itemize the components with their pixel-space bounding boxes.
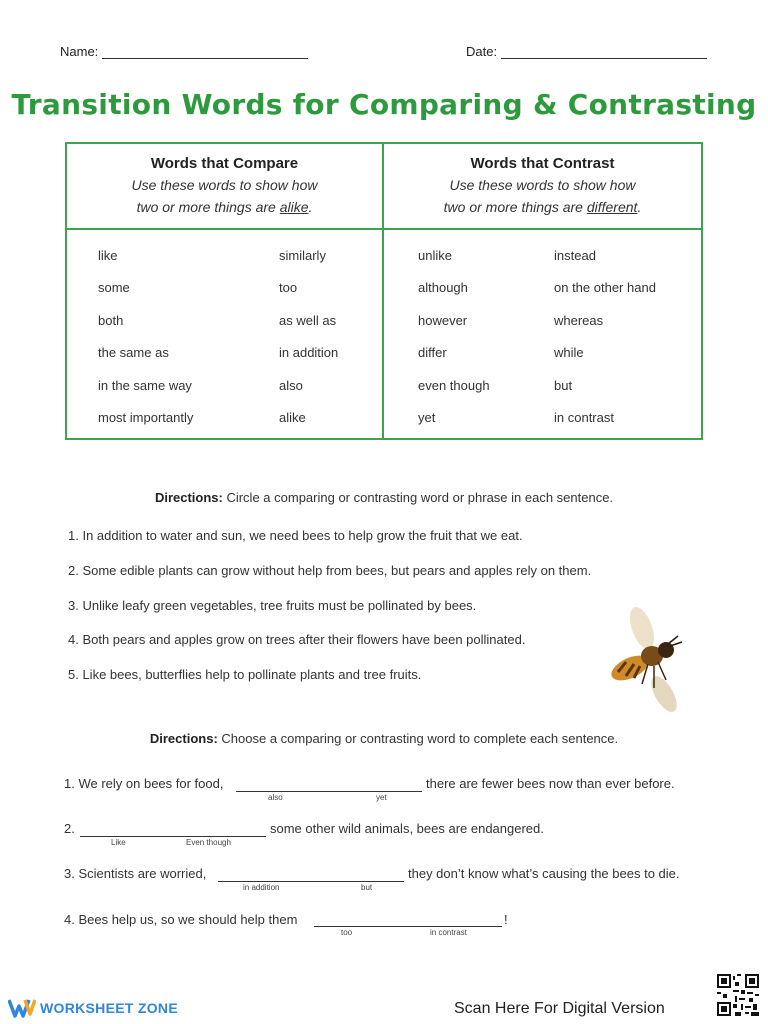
directions-choose: [0, 731, 768, 746]
compare-words: [67, 230, 382, 440]
directions-circle: [0, 490, 768, 505]
directions-text: Circle a comparing or contrasting word or phrase in each sentence.: [222, 490, 614, 505]
option-word[interactable]: yet: [376, 793, 387, 802]
compare-word: both: [98, 313, 124, 328]
compare-word: also: [279, 378, 303, 393]
contrast-word: on the other hand: [554, 280, 656, 295]
fill-item-2-prefix: 2.: [64, 821, 75, 836]
directions-label: Directions:: [154, 490, 223, 505]
date-line[interactable]: [501, 45, 707, 59]
fill-item-1-prefix: 1. We rely on bees for food,: [64, 776, 224, 791]
bee-image: [602, 606, 688, 716]
contrast-sub2-pre: two or more things are: [443, 199, 587, 215]
fill-item-3-suffix: they don’t know what’s causing the bees to die.: [408, 866, 680, 881]
scan-text: Scan Here For Digital Version: [454, 1000, 665, 1017]
header-fields: [60, 44, 710, 64]
compare-sub1: Use these words to show how: [131, 177, 318, 193]
option-word[interactable]: also: [268, 793, 283, 802]
option-word[interactable]: in addition: [243, 883, 280, 892]
word-table: [65, 142, 703, 440]
compare-word: some: [98, 280, 130, 295]
compare-key-word: alike: [279, 199, 309, 215]
option-word[interactable]: Like: [111, 838, 126, 847]
compare-word: the same as: [98, 345, 169, 360]
fill-item-2-suffix: some other wild animals, bees are endangered.: [270, 821, 544, 836]
compare-header: [67, 144, 382, 230]
option-word[interactable]: Even though: [186, 838, 231, 847]
contrast-word: in contrast: [554, 410, 614, 425]
contrast-key-word: different: [586, 199, 638, 215]
name-label: Name:: [60, 44, 99, 59]
contrast-word: unlike: [418, 248, 452, 263]
fill-blank-4[interactable]: [314, 926, 502, 927]
contrast-word: although: [418, 280, 468, 295]
contrast-word: whereas: [554, 313, 604, 328]
fill-blank-1[interactable]: [236, 791, 422, 792]
fill-blank-2[interactable]: [80, 836, 266, 837]
compare-sub2-pre: two or more things are: [136, 199, 280, 215]
page-title: Transition Words for Comparing & Contrasting: [11, 88, 757, 121]
compare-word: in the same way: [98, 378, 192, 393]
contrast-word: differ: [418, 345, 447, 360]
contrast-header: [384, 144, 701, 230]
contrast-column: [384, 144, 701, 438]
name-line[interactable]: [102, 45, 308, 59]
fill-item-4-prefix: 4. Bees help us, so we should help them: [64, 912, 298, 927]
compare-word: like: [98, 248, 118, 263]
date-field[interactable]: [466, 44, 707, 59]
compare-sub2-post: .: [308, 199, 313, 215]
contrast-word: but: [554, 378, 573, 393]
fill-item-1-suffix: there are fewer bees now than ever before.: [426, 776, 675, 791]
contrast-word: however: [418, 313, 468, 328]
contrast-sub2-post: .: [637, 199, 642, 215]
compare-word: as well as: [279, 313, 337, 328]
contrast-sub1: Use these words to show how: [449, 177, 636, 193]
compare-sub2: [67, 196, 382, 218]
option-word[interactable]: in contrast: [430, 928, 467, 937]
worksheet-zone-logo-icon: [8, 997, 36, 1019]
circle-sentence[interactable]: 2. Some edible plants can grow without help from bees, but pears and apples rely on them.: [68, 563, 592, 578]
option-word[interactable]: but: [361, 883, 373, 892]
worksheet-zone-logo[interactable]: [8, 996, 178, 1020]
contrast-word: yet: [418, 410, 436, 425]
circle-sentence[interactable]: 5. Like bees, butterflies help to pollinate plants and tree fruits.: [68, 667, 422, 682]
compare-word: too: [279, 280, 298, 295]
compare-word: most importantly: [98, 410, 194, 425]
compare-word: in addition: [279, 345, 339, 360]
directions-text: Choose a comparing or contrasting word to complete each sentence.: [217, 731, 619, 746]
contrast-word: even though: [418, 378, 490, 393]
compare-column: [67, 144, 384, 438]
directions-label: Directions:: [149, 731, 218, 746]
fill-item-3-prefix: 3. Scientists are worried,: [64, 866, 207, 881]
compare-word: alike: [279, 410, 306, 425]
compare-title: Words that Compare: [150, 155, 299, 172]
contrast-words: [384, 230, 701, 440]
logo-text: WORKSHEET ZONE: [40, 1000, 178, 1016]
circle-sentence[interactable]: 4. Both pears and apples grow on trees after their flowers have been pollinated.: [68, 632, 526, 647]
contrast-word: while: [554, 345, 584, 360]
contrast-title: Words that Contrast: [470, 155, 615, 172]
circle-sentence[interactable]: 3. Unlike leafy green vegetables, tree fruits must be pollinated by bees.: [68, 598, 477, 613]
compare-word: similarly: [279, 248, 326, 263]
name-field[interactable]: [60, 44, 308, 59]
circle-sentence[interactable]: 1. In addition to water and sun, we need bees to help grow the fruit that we eat.: [68, 528, 523, 543]
qr-code[interactable]: [717, 974, 759, 1016]
contrast-sub2: [384, 196, 701, 218]
option-word[interactable]: too: [341, 928, 353, 937]
fill-item-4-suffix: !: [504, 912, 508, 927]
fill-blank-3[interactable]: [218, 881, 404, 882]
contrast-word: instead: [554, 248, 596, 263]
date-label: Date:: [466, 44, 498, 59]
